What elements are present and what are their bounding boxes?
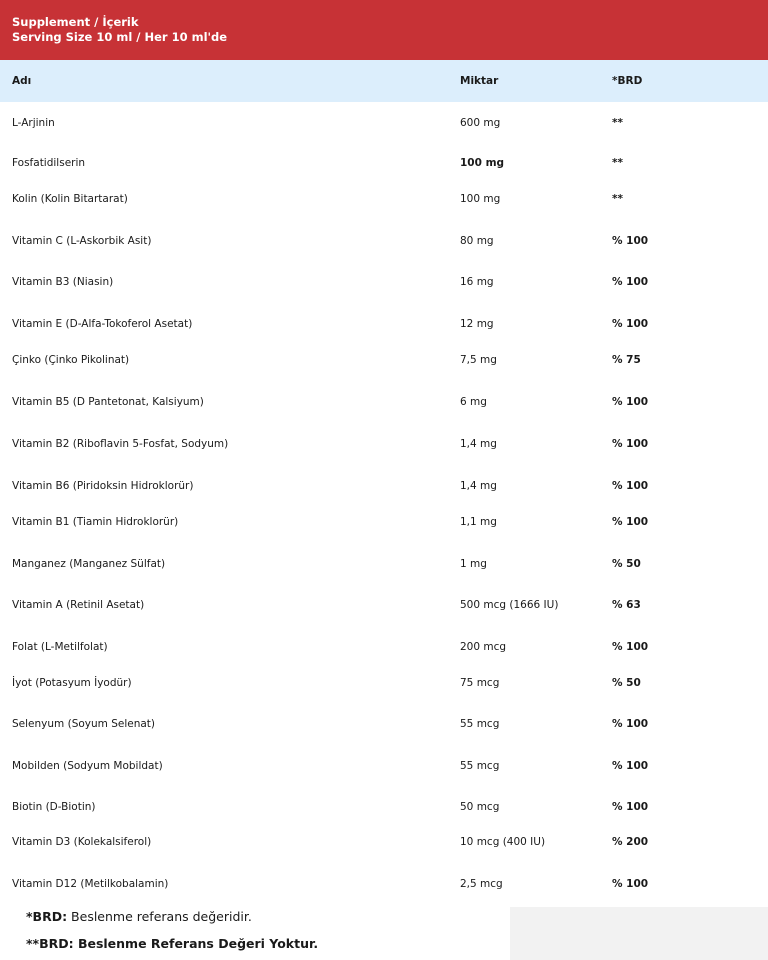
nutrient-amount: 80 mg	[460, 235, 494, 247]
table-header-banner	[0, 0, 768, 60]
table-row	[0, 673, 768, 693]
nutrient-rd: % 100	[612, 438, 649, 450]
nutrient-amount: 7,5 mg	[460, 354, 497, 366]
nutrient-rd: **	[612, 117, 623, 129]
nutrient-rd: % 100	[612, 760, 649, 772]
nutrient-name: Vitamin E (D-Alfa-Tokoferol Asetat)	[12, 318, 193, 330]
table-row	[0, 272, 768, 292]
nutrient-rd: % 100	[612, 318, 649, 330]
table-row	[0, 554, 768, 574]
footnote-brd-text: Beslenme referans değeridir.	[67, 909, 252, 924]
table-row	[0, 714, 768, 734]
nutrient-name: Vitamin B3 (Niasin)	[12, 276, 114, 288]
nutrient-amount: 100 mg	[460, 193, 501, 205]
nutrient-amount: 1,1 mg	[460, 516, 497, 528]
column-amount: Miktar	[460, 75, 499, 87]
footnote-brd-label: *BRD:	[26, 909, 68, 924]
nutrient-amount: 55 mcg	[460, 718, 500, 730]
nutrient-name: Vitamin B5 (D Pantetonat, Kalsiyum)	[12, 396, 204, 408]
nutrient-amount: 10 mcg (400 IU)	[460, 836, 546, 848]
nutrient-rd: % 100	[612, 235, 649, 247]
nutrient-name: Manganez (Manganez Sülfat)	[12, 558, 166, 570]
nutrient-amount: 600 mg	[460, 117, 501, 129]
nutrient-amount: 50 mcg	[460, 801, 500, 813]
nutrient-rd: % 100	[612, 878, 649, 890]
nutrient-rd: % 100	[612, 718, 649, 730]
table-row	[0, 756, 768, 776]
table-row	[0, 113, 768, 133]
nutrient-rd: % 63	[612, 599, 641, 611]
nutrient-name: İyot (Potasyum İyodür)	[12, 677, 132, 689]
nutrient-rd: % 100	[612, 396, 649, 408]
nutrient-name: Selenyum (Soyum Selenat)	[12, 718, 156, 730]
background-panel	[510, 907, 768, 960]
footnote-brd	[26, 909, 252, 924]
footnote-no-brd: **BRD: Beslenme Referans Değeri Yoktur.	[26, 936, 319, 951]
table-row	[0, 314, 768, 334]
table-row	[0, 512, 768, 532]
nutrient-name: Vitamin D12 (Metilkobalamin)	[12, 878, 169, 890]
column-rd: *BRD	[612, 75, 643, 87]
nutrient-rd: % 75	[612, 354, 641, 366]
nutrient-rd: % 100	[612, 480, 649, 492]
nutrient-name: Vitamin B1 (Tiamin Hidroklorür)	[12, 516, 179, 528]
table-row	[0, 637, 768, 657]
table-row	[0, 832, 768, 852]
table-row	[0, 797, 768, 817]
nutrient-name: Biotin (D-Biotin)	[12, 801, 96, 813]
nutrient-amount: 6 mg	[460, 396, 487, 408]
nutrient-name: Fosfatidilserin	[12, 157, 86, 169]
table-row	[0, 874, 768, 894]
table-row	[0, 476, 768, 496]
table-row	[0, 153, 768, 173]
nutrient-name: Vitamin B2 (Riboflavin 5-Fosfat, Sodyum)	[12, 438, 229, 450]
nutrient-amount: 100 mg	[460, 157, 505, 169]
nutrient-amount: 500 mcg (1666 IU)	[460, 599, 559, 611]
column-name: Adı	[12, 75, 32, 87]
table-row	[0, 434, 768, 454]
nutrient-rd: % 200	[612, 836, 649, 848]
nutrient-name: Vitamin B6 (Piridoksin Hidroklorür)	[12, 480, 194, 492]
supplement-title: Supplement / İçerik	[12, 15, 139, 29]
table-row	[0, 350, 768, 370]
nutrient-rd: % 100	[612, 276, 649, 288]
table-row	[0, 231, 768, 251]
nutrient-name: Mobilden (Sodyum Mobildat)	[12, 760, 163, 772]
nutrient-amount: 1 mg	[460, 558, 487, 570]
nutrient-name: Folat (L-Metilfolat)	[12, 641, 108, 653]
nutrient-amount: 2,5 mcg	[460, 878, 503, 890]
nutrient-name: Kolin (Kolin Bitartarat)	[12, 193, 128, 205]
nutrient-amount: 55 mcg	[460, 760, 500, 772]
table-row	[0, 595, 768, 615]
nutrient-amount: 16 mg	[460, 276, 494, 288]
nutrient-name: Vitamin D3 (Kolekalsiferol)	[12, 836, 152, 848]
nutrient-rd: **	[612, 193, 623, 205]
nutrient-amount: 1,4 mg	[460, 480, 497, 492]
nutrient-name: Çinko (Çinko Pikolinat)	[12, 354, 130, 366]
nutrient-amount: 1,4 mg	[460, 438, 497, 450]
nutrient-rd: % 100	[612, 516, 649, 528]
serving-size: Serving Size 10 ml / Her 10 ml'de	[12, 30, 228, 44]
nutrient-rd: % 100	[612, 801, 649, 813]
nutrient-rd: % 50	[612, 558, 641, 570]
nutrient-rd: % 100	[612, 641, 649, 653]
nutrient-amount: 12 mg	[460, 318, 494, 330]
table-row	[0, 392, 768, 412]
nutrient-rd: % 50	[612, 677, 641, 689]
nutrient-name: Vitamin A (Retinil Asetat)	[12, 599, 145, 611]
table-row	[0, 189, 768, 209]
column-header-row	[0, 60, 768, 102]
nutrient-name: L-Arjinin	[12, 117, 55, 129]
nutrient-rd: **	[612, 157, 623, 169]
nutrient-name: Vitamin C (L-Askorbik Asit)	[12, 235, 152, 247]
nutrient-amount: 200 mcg	[460, 641, 507, 653]
nutrient-amount: 75 mcg	[460, 677, 500, 689]
